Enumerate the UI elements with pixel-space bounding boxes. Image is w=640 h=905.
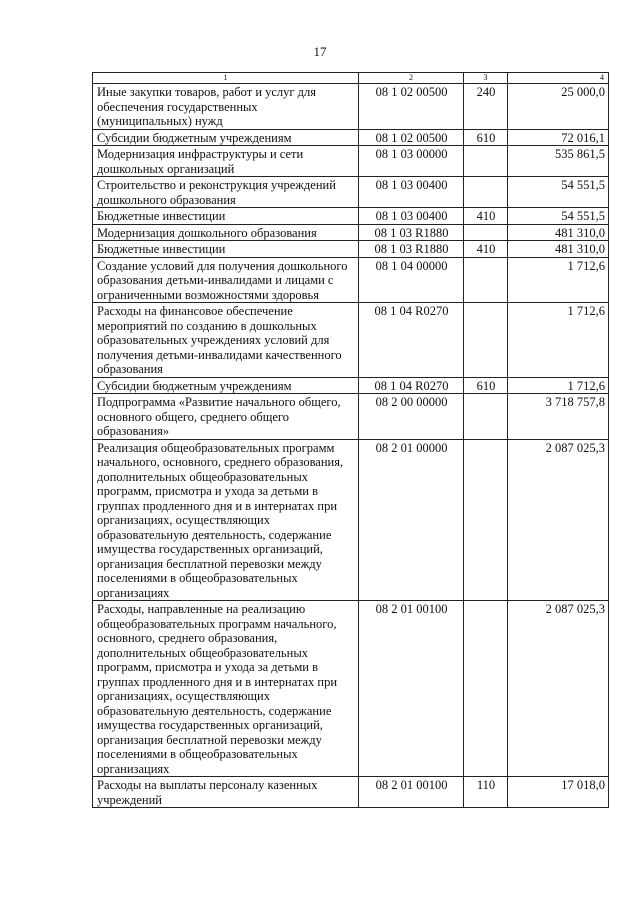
table-row (93, 777, 609, 808)
row-name: Бюджетные инвестиции (93, 241, 359, 258)
row-expense-type: 610 (464, 377, 508, 394)
row-code: 08 1 03 00000 (359, 146, 464, 177)
table-row (93, 601, 609, 777)
table-row (93, 257, 609, 303)
table-row (93, 177, 609, 208)
table-row (93, 439, 609, 601)
table-row (93, 303, 609, 378)
table-row (93, 241, 609, 258)
row-name: Субсидии бюджетным учреждениям (93, 377, 359, 394)
row-code: 08 1 03 R1880 (359, 241, 464, 258)
budget-table (92, 72, 609, 808)
row-amount: 2 087 025,3 (508, 439, 609, 601)
row-expense-type (464, 303, 508, 378)
row-code: 08 1 04 R0270 (359, 303, 464, 378)
row-expense-type (464, 257, 508, 303)
row-amount: 54 551,5 (508, 208, 609, 225)
row-code: 08 1 04 R0270 (359, 377, 464, 394)
row-amount: 3 718 757,8 (508, 394, 609, 440)
row-name: Расходы на выплаты персоналу казенных учреждений (93, 777, 359, 808)
column-header-1: 1 (93, 73, 359, 84)
row-name: Строительство и реконструкция учреждений дошкольного образования (93, 177, 359, 208)
table-row (93, 129, 609, 146)
row-amount: 54 551,5 (508, 177, 609, 208)
row-name: Расходы на финансовое обеспечение мероприятий по созданию в дошкольных образовательных учреждениях условий для получения детьми-инвалидами качественного образования (93, 303, 359, 378)
row-expense-type (464, 177, 508, 208)
table-row (93, 394, 609, 440)
row-expense-type: 240 (464, 84, 508, 130)
row-expense-type: 110 (464, 777, 508, 808)
row-amount: 2 087 025,3 (508, 601, 609, 777)
row-name: Иные закупки товаров, работ и услуг для обеспечения государственных (муниципальных) нужд (93, 84, 359, 130)
row-code: 08 1 03 R1880 (359, 224, 464, 241)
row-amount: 1 712,6 (508, 303, 609, 378)
table-row (93, 146, 609, 177)
page-number: 17 (313, 44, 327, 59)
row-name: Модернизация инфраструктуры и сети дошкольных организаций (93, 146, 359, 177)
row-amount: 1 712,6 (508, 377, 609, 394)
row-name: Расходы, направленные на реализацию общеобразовательных программ начального, основного, среднего образования, дополнительных общеобразовательных программ, присмотра и ухода за детьми в группах продленного дня и в интернатах при организациях, осуществляющих образовательную деятельность, содержание имущества государственных организаций, организация бесплатной перевозки между поселениями в общеобразовательных организациях (93, 601, 359, 777)
row-expense-type (464, 394, 508, 440)
row-code: 08 2 00 00000 (359, 394, 464, 440)
row-code: 08 1 02 00500 (359, 129, 464, 146)
column-header-4: 4 (508, 73, 609, 84)
table-row (93, 224, 609, 241)
table-header-row (93, 73, 609, 84)
column-header-3: 3 (464, 73, 508, 84)
row-name: Реализация общеобразовательных программ начального, основного, среднего образования, дополнительных общеобразовательных программ, присмотра и ухода за детьми в группах продленного дня и в интернатах при организациях, осуществляющих образовательную деятельность, содержание имущества государственных организаций, организация бесплатной перевозки между поселениями в общеобразовательных организациях (93, 439, 359, 601)
row-name: Создание условий для получения дошкольного образования детьми-инвалидами и лицами с ограниченными возможностями здоровья (93, 257, 359, 303)
table-row (93, 208, 609, 225)
row-amount: 535 861,5 (508, 146, 609, 177)
row-name: Модернизация дошкольного образования (93, 224, 359, 241)
row-amount: 17 018,0 (508, 777, 609, 808)
row-code: 08 1 02 00500 (359, 84, 464, 130)
row-amount: 1 712,6 (508, 257, 609, 303)
row-code: 08 2 01 00100 (359, 777, 464, 808)
row-expense-type (464, 146, 508, 177)
row-code: 08 2 01 00100 (359, 601, 464, 777)
row-code: 08 1 03 00400 (359, 177, 464, 208)
row-name: Подпрограмма «Развитие начального общего, основного общего, среднего общего образования» (93, 394, 359, 440)
row-expense-type: 610 (464, 129, 508, 146)
table-row (93, 84, 609, 130)
row-code: 08 1 03 00400 (359, 208, 464, 225)
row-expense-type: 410 (464, 208, 508, 225)
row-amount: 481 310,0 (508, 241, 609, 258)
row-name: Субсидии бюджетным учреждениям (93, 129, 359, 146)
row-expense-type: 410 (464, 241, 508, 258)
row-amount: 481 310,0 (508, 224, 609, 241)
row-code: 08 1 04 00000 (359, 257, 464, 303)
row-name: Бюджетные инвестиции (93, 208, 359, 225)
column-header-2: 2 (359, 73, 464, 84)
table-row (93, 377, 609, 394)
row-expense-type (464, 439, 508, 601)
row-code: 08 2 01 00000 (359, 439, 464, 601)
row-amount: 25 000,0 (508, 84, 609, 130)
row-amount: 72 016,1 (508, 129, 609, 146)
row-expense-type (464, 601, 508, 777)
row-expense-type (464, 224, 508, 241)
